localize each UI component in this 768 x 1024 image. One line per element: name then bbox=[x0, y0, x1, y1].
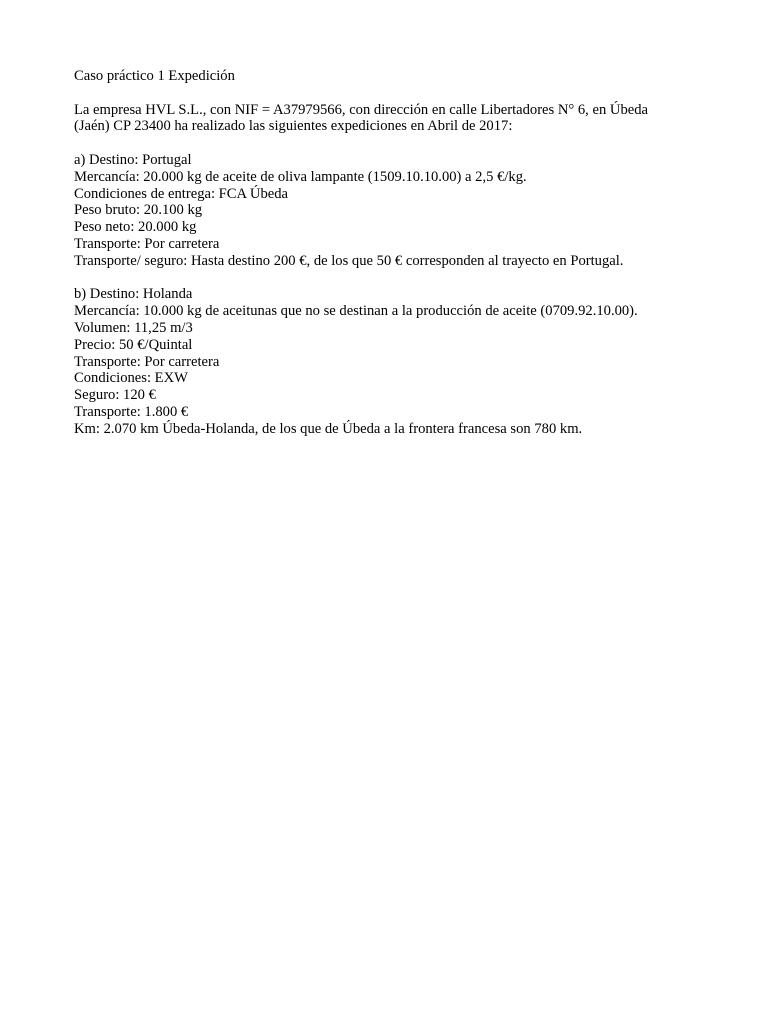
section-b-heading: b) Destino: Holanda bbox=[74, 286, 193, 303]
section-a-merchandise: Mercancía: 20.000 kg de aceite de oliva lampante (1509.10.10.00) a 2,5 €/kg. bbox=[74, 168, 527, 185]
document-body bbox=[74, 68, 714, 438]
spacer bbox=[74, 135, 714, 152]
section-b-conditions: Condiciones: EXW bbox=[74, 370, 188, 387]
document-title: Caso práctico 1 Expedición bbox=[74, 68, 235, 84]
section-b-merchandise: Mercancía: 10.000 kg de aceitunas que no se destinan a la producción de aceite (0709.92.10.00). bbox=[74, 303, 638, 320]
spacer bbox=[74, 270, 714, 287]
section-a-net-weight: Peso neto: 20.000 kg bbox=[74, 219, 197, 236]
section-b-price: Precio: 50 €/Quintal bbox=[74, 336, 193, 353]
section-a-delivery-terms: Condiciones de entrega: FCA Úbeda bbox=[74, 185, 288, 202]
section-b-transport: Transporte: Por carretera bbox=[74, 353, 220, 370]
section-a-gross-weight: Peso bruto: 20.100 kg bbox=[74, 202, 203, 219]
section-b-volume: Volumen: 11,25 m/3 bbox=[74, 319, 193, 336]
section-b-transport-cost: Transporte: 1.800 € bbox=[74, 403, 189, 420]
section-b-insurance: Seguro: 120 € bbox=[74, 387, 156, 404]
section-a-heading: a) Destino: Portugal bbox=[74, 151, 192, 168]
spacer bbox=[74, 85, 714, 102]
section-b-distance: Km: 2.070 km Úbeda-Holanda, de los que de Úbeda a la frontera francesa son 780 km. bbox=[74, 420, 583, 437]
section-a-transport: Transporte: Por carretera bbox=[74, 235, 220, 252]
intro-line-2: (Jaén) CP 23400 ha realizado las siguientes expediciones en Abril de 2017: bbox=[74, 118, 513, 135]
section-a-transport-insurance: Transporte/ seguro: Hasta destino 200 €, de los que 50 € corresponden al trayecto en Portugal. bbox=[74, 252, 624, 269]
intro-line-1: La empresa HVL S.L., con NIF = A37979566, con dirección en calle Libertadores N° 6, en Úbeda bbox=[74, 101, 648, 118]
